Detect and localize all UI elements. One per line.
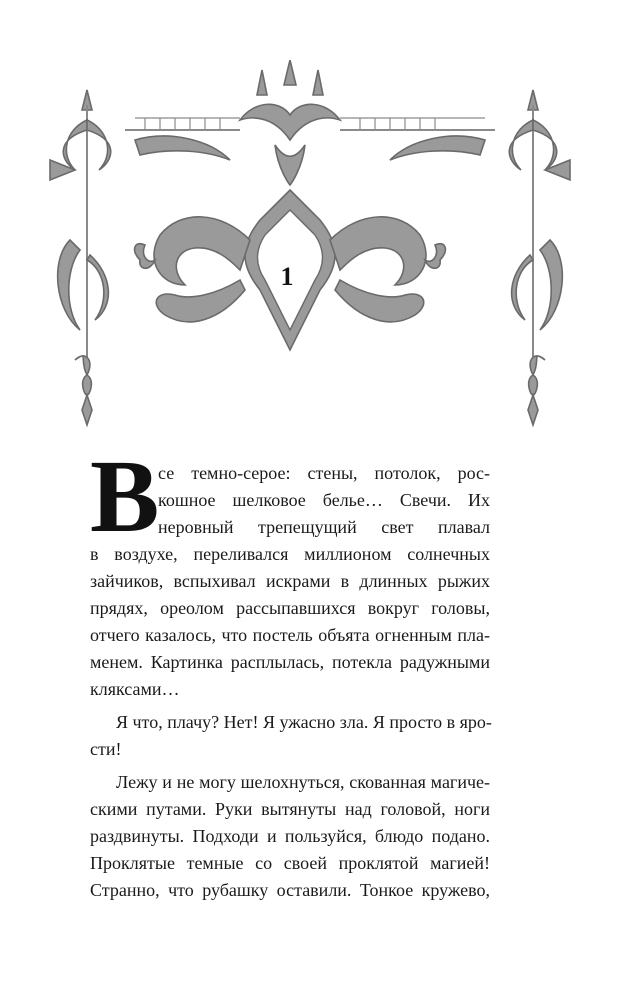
paragraph (90, 769, 490, 904)
text-line: Я что, плачу? Нет! Я ужасно зла. Я просто в яро- (116, 712, 492, 732)
text-line: се темно-серое: стены, потолок, рос- (158, 463, 490, 483)
text-line: прядях, ореолом рассыпавшихся вокруг головы, (90, 598, 490, 618)
text-line: кошное шелковое белье… Свечи. Их (158, 490, 490, 510)
text-line: зайчиков, вспыхивал искрами в длинных рыжих (90, 571, 490, 591)
text-line: в воздухе, переливался миллионом солнечных (90, 544, 490, 564)
text-line: Проклятые темные со своей проклятой магией! (90, 853, 490, 873)
right-pillar-ornament (509, 90, 570, 425)
top-crown-ornament (125, 60, 495, 185)
text-line: неровный трепещущий свет плавал (158, 517, 490, 537)
text-line: Лежу и не могу шелохнуться, скованная магиче- (116, 772, 490, 792)
text-line: менем. Картинка расплылась, потекла радужными (90, 652, 490, 672)
text-line: сти! (90, 739, 122, 759)
chapter-header-ornament (40, 60, 580, 435)
text-line: Странно, что рубашку оставили. Тонкое кружево, (90, 880, 490, 900)
body-text (90, 460, 490, 904)
left-pillar-ornament (50, 90, 111, 425)
text-line: раздвинуты. Подходи и пользуйся, блюдо подано. (90, 826, 490, 846)
drop-cap: В (90, 439, 160, 554)
paragraph (90, 709, 490, 763)
paragraph (90, 460, 490, 703)
text-line: отчего казалось, что постель объята огненным пла- (90, 625, 490, 645)
text-line: кляксами… (90, 679, 180, 699)
text-line: скими путами. Руки вытянуты над головой, ноги (90, 799, 490, 819)
chapter-number: 1 (280, 262, 294, 291)
